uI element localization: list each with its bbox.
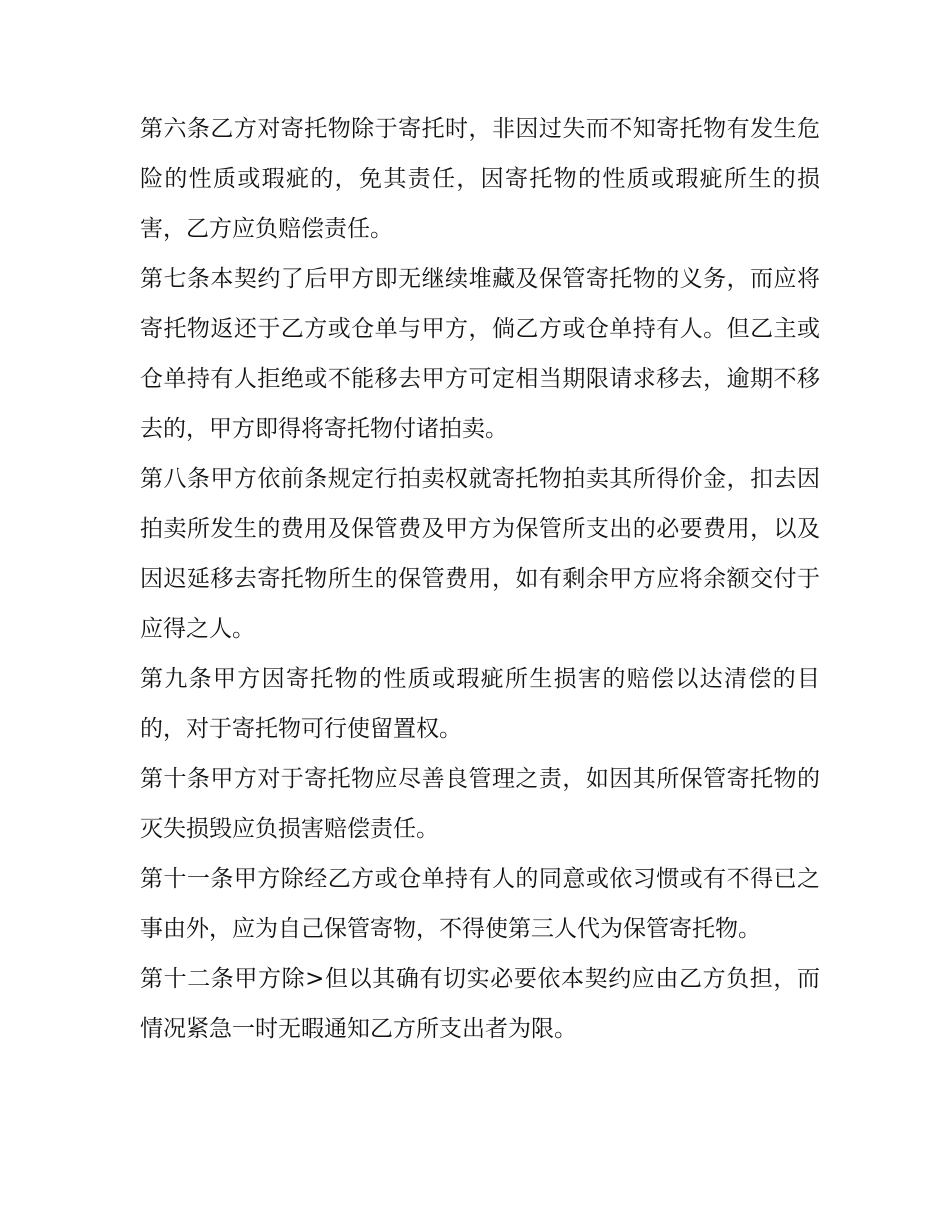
clause-8-paragraph: 第八条甲方依前条规定行拍卖权就寄托物拍卖其所得价金，扣去因拍卖所发生的费用及保管费及甲方为保管所支出的必要费用，以及因迟延移去寄托物所生的保管费用，如有剩余甲方应将余额交付于应得之人。 — [140, 466, 820, 642]
clause-10-paragraph: 第十条甲方对于寄托物应尽善良管理之责，如因其所保管寄托物的灭失损毁应负损害赔偿责任。 — [140, 766, 820, 842]
clause-11-paragraph: 第十一条甲方除经乙方或仓单持有人的同意或依习惯或有不得已之事由外，应为自己保管寄物，不得使第三人代为保管寄托物。 — [140, 866, 820, 942]
clause-6-paragraph: 第六条乙方对寄托物除于寄托时，非因过失而不知寄托物有发生危险的性质或瑕疵的，免其责任，因寄托物的性质或瑕疵所生的损害，乙方应负赔偿责任。 — [140, 116, 820, 242]
clause-9-paragraph: 第九条甲方因寄托物的性质或瑕疵所生损害的赔偿以达清偿的目的，对于寄托物可行使留置权。 — [140, 666, 820, 742]
clause-12-paragraph: 第十二条甲方除>但以其确有切实必要依本契约应由乙方负担，而情况紧急一时无暇通知乙方所支出者为限。 — [140, 966, 820, 1042]
document-page — [140, 104, 820, 1054]
clause-7-paragraph: 第七条本契约了后甲方即无继续堆藏及保管寄托物的义务，而应将寄托物返还于乙方或仓单与甲方，倘乙方或仓单持有人。但乙主或仓单持有人拒绝或不能移去甲方可定相当期限请求移去，逾期不移去的，甲方即得将寄托物付诸拍卖。 — [140, 266, 820, 442]
